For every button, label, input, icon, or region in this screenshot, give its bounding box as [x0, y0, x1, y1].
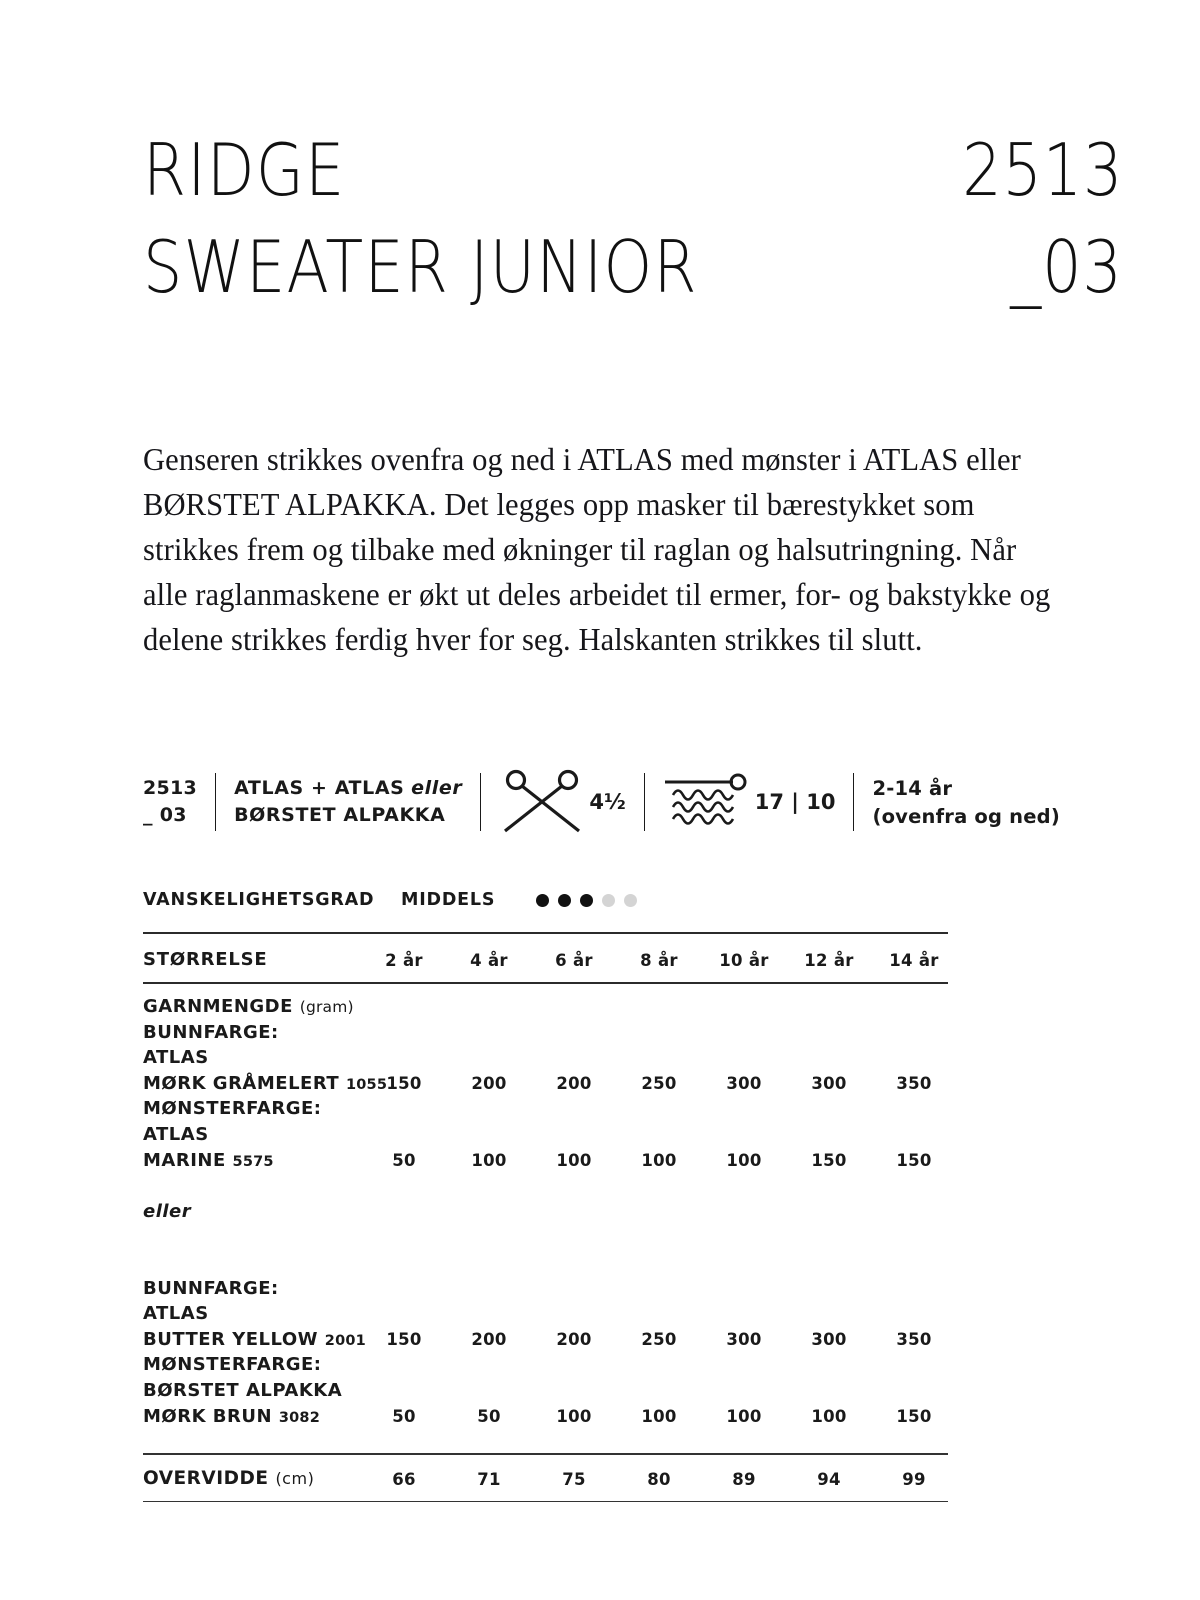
cell-value: 66	[392, 1469, 416, 1489]
size-header-3: 6 år	[555, 951, 593, 970]
option1-pattern-label: MØNSTERFARGE:	[143, 1098, 322, 1120]
pattern-name-line-1: RIDGE	[143, 128, 346, 212]
cell-value: 75	[562, 1469, 586, 1489]
cell-value: 100	[641, 1150, 677, 1170]
size-header-1: 2 år	[385, 951, 423, 970]
option1-pattern-label-row	[143, 1098, 948, 1124]
difficulty-label: VANSKELIGHETSGRAD	[143, 890, 375, 910]
pattern-number-line-2: _03	[1010, 225, 1123, 309]
title-line-2	[143, 219, 1123, 316]
cell-value: 150	[811, 1150, 847, 1170]
divider	[853, 773, 854, 831]
table-header-row	[143, 934, 948, 982]
yarn-amount-heading: GARNMENGDE	[143, 996, 293, 1017]
cell-value: 100	[811, 1406, 847, 1426]
spacer	[143, 1431, 948, 1453]
cell-value: 300	[726, 1073, 762, 1093]
needle-size-value: 4½	[589, 790, 626, 814]
info-yarn	[234, 766, 462, 838]
cell-value: 250	[641, 1329, 677, 1349]
size-header-5: 10 år	[719, 951, 769, 970]
option1-base-label: BUNNFARGE:	[143, 1021, 279, 1043]
cell-value: 350	[896, 1329, 932, 1349]
cell-value: 50	[392, 1406, 416, 1426]
cell-value: 150	[896, 1406, 932, 1426]
option-separator-row	[143, 1201, 948, 1227]
option2-base-color-row	[143, 1329, 948, 1355]
cell-value: 50	[392, 1150, 416, 1170]
info-yarn-line-2: BØRSTET ALPAKKA	[234, 804, 446, 826]
divider	[480, 773, 481, 831]
difficulty-dots	[536, 894, 637, 907]
cell-value: 300	[811, 1329, 847, 1349]
difficulty-dot-4	[602, 894, 615, 907]
pattern-number-line-1: 2513	[961, 128, 1123, 212]
option1-base-yarn: ATLAS	[143, 1047, 209, 1069]
option1-pattern-yarn-row	[143, 1124, 948, 1150]
title-line-1	[143, 122, 1123, 219]
cell-value: 200	[556, 1329, 592, 1349]
cell-value: 89	[732, 1469, 756, 1489]
cell-value: 300	[811, 1073, 847, 1093]
cell-value: 200	[556, 1073, 592, 1093]
table-body	[143, 984, 948, 1453]
cell-value: 50	[477, 1406, 501, 1426]
spacer	[143, 1175, 948, 1201]
cell-value: 150	[386, 1329, 422, 1349]
cell-value: 200	[471, 1073, 507, 1093]
option2-pattern-color-name: MØRK BRUN	[143, 1405, 273, 1427]
info-sizes-range	[872, 766, 1060, 838]
yarn-amount-unit: (gram)	[299, 998, 354, 1016]
info-needle	[499, 766, 625, 838]
difficulty-dot-3	[580, 894, 593, 907]
option1-base-label-row	[143, 1022, 948, 1048]
size-header-2: 4 år	[470, 951, 508, 970]
info-pattern-number-line-1: 2513	[143, 777, 198, 799]
option2-base-color-name: BUTTER YELLOW	[143, 1328, 319, 1350]
difficulty-value: MIDDELS	[401, 890, 496, 910]
option-separator: eller	[143, 1200, 192, 1222]
size-header-4: 8 år	[640, 951, 678, 970]
cell-value: 99	[902, 1469, 926, 1489]
option2-pattern-yarn-row	[143, 1380, 948, 1406]
age-range: 2-14 år	[872, 776, 953, 800]
page-title	[143, 122, 1123, 316]
option1-base-color-row	[143, 1073, 948, 1099]
cell-value: 150	[896, 1150, 932, 1170]
option2-pattern-label-row	[143, 1354, 948, 1380]
option1-base-yarn-row	[143, 1047, 948, 1073]
cell-value: 350	[896, 1073, 932, 1093]
info-gauge	[663, 766, 836, 838]
option2-base-color-code: 2001	[324, 1332, 366, 1349]
option2-pattern-yarn: BØRSTET ALPAKKA	[143, 1379, 343, 1401]
difficulty-dot-2	[558, 894, 571, 907]
chest-width-row	[143, 1455, 948, 1501]
cell-value: 100	[726, 1406, 762, 1426]
chest-label: OVERVIDDE	[143, 1467, 269, 1489]
spacer	[143, 1252, 948, 1278]
option2-base-label: BUNNFARGE:	[143, 1277, 279, 1299]
cell-value: 71	[477, 1469, 501, 1489]
cell-value: 100	[556, 1150, 592, 1170]
cell-value: 80	[647, 1469, 671, 1489]
cell-value: 100	[726, 1150, 762, 1170]
gauge-value: 17 | 10	[754, 790, 836, 814]
cell-value: 100	[471, 1150, 507, 1170]
option2-base-label-row	[143, 1278, 948, 1304]
cell-value: 250	[641, 1073, 677, 1093]
option1-pattern-color-name: MARINE	[143, 1149, 226, 1171]
info-pattern-number-line-2: _ 03	[143, 804, 187, 826]
option2-base-yarn-row	[143, 1303, 948, 1329]
size-header-7: 14 år	[889, 951, 939, 970]
cell-value: 150	[386, 1073, 422, 1093]
option1-base-color-name: MØRK GRÅMELERT	[143, 1072, 340, 1094]
size-header-6: 12 år	[804, 951, 854, 970]
divider	[644, 773, 645, 831]
table-rule-bottom	[143, 1501, 948, 1503]
option1-pattern-yarn: ATLAS	[143, 1123, 209, 1145]
specs-table	[143, 932, 948, 1502]
cell-value: 200	[471, 1329, 507, 1349]
size-header-label: STØRRELSE	[143, 949, 268, 970]
cell-value: 94	[817, 1469, 841, 1489]
construction-note: (ovenfra og ned)	[872, 804, 1060, 828]
knitted-swatch-gauge-icon	[663, 769, 747, 836]
option2-pattern-label: MØNSTERFARGE:	[143, 1354, 322, 1376]
intro-paragraph: Genseren strikkes ovenfra og ned i ATLAS med mønster i ATLAS eller BØRSTET ALPAKKA. Det legges opp masker til bærestykket som strikkes frem og tilbake med økninger til raglan og halsutringning. Når alle raglanmaskene er økt ut deles arbeidet til ermer, for- og bakstykke og delene strikkes ferdig hver for seg. Halskanten strikkes til slutt.	[143, 442, 1051, 657]
spacer	[143, 1226, 948, 1252]
yarn-amount-heading-row	[143, 996, 948, 1022]
info-yarn-or: eller	[411, 777, 463, 799]
pattern-name-line-2: SWEATER JUNIOR	[143, 225, 698, 309]
difficulty-dot-5	[624, 894, 637, 907]
option1-pattern-color-row	[143, 1150, 948, 1176]
chest-unit: (cm)	[275, 1468, 315, 1488]
difficulty-row	[143, 890, 953, 924]
difficulty-dot-1	[536, 894, 549, 907]
info-yarn-line-1: ATLAS + ATLAS	[234, 777, 405, 799]
crossed-knitting-needles-icon	[499, 767, 585, 838]
option2-base-yarn: ATLAS	[143, 1303, 209, 1325]
info-bar	[143, 766, 1060, 838]
info-pattern-number	[143, 766, 197, 838]
option2-pattern-color-row	[143, 1406, 948, 1432]
cell-value: 100	[556, 1406, 592, 1426]
cell-value: 300	[726, 1329, 762, 1349]
option1-pattern-color-code: 5575	[232, 1153, 274, 1170]
option2-pattern-color-code: 3082	[278, 1409, 321, 1426]
divider	[215, 773, 216, 831]
cell-value: 100	[641, 1406, 677, 1426]
option1-base-color-code: 1055	[345, 1076, 388, 1093]
